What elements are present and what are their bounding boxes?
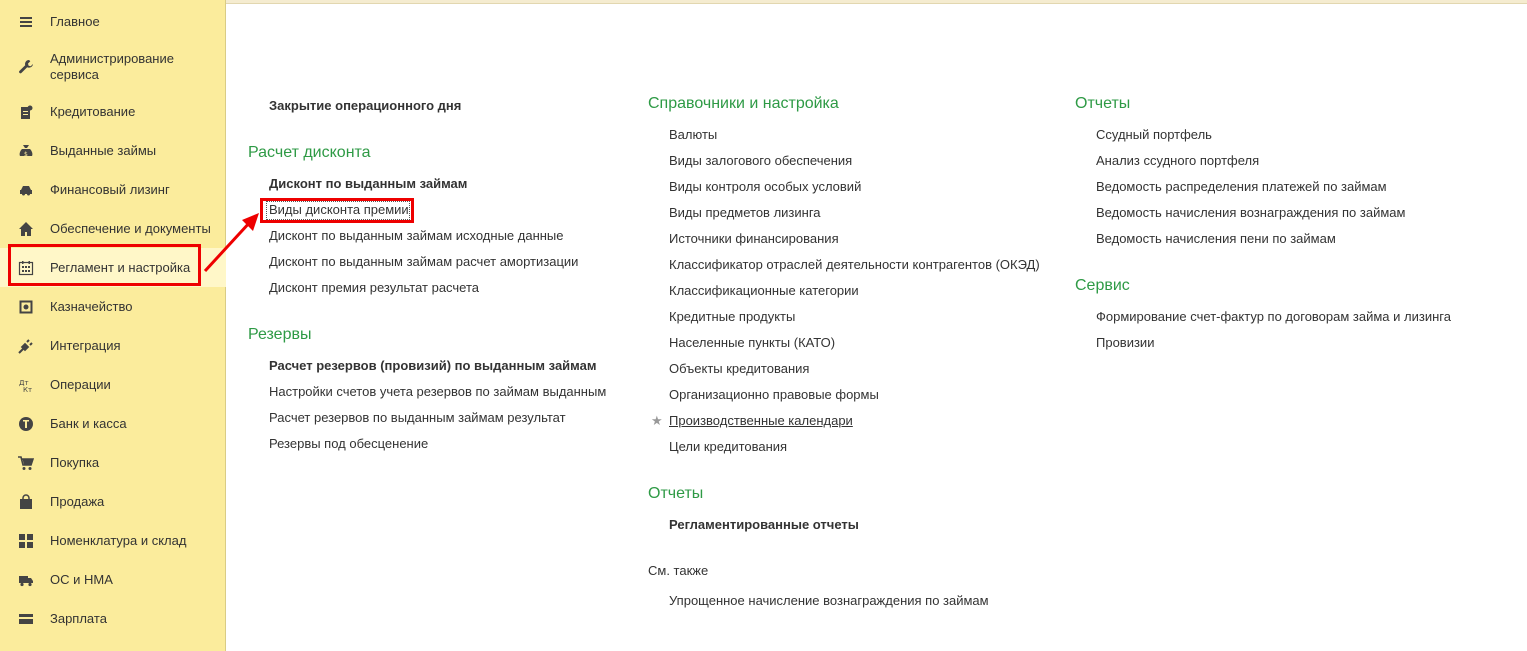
sidebar-item-label: Покупка: [50, 454, 100, 470]
see-also-label: См. также: [648, 563, 709, 578]
sidebar-item-label: Банк и касса: [50, 415, 127, 431]
impairment-reserves-link[interactable]: Резервы под обесценение: [269, 436, 429, 451]
favorite-star-icon[interactable]: ★: [651, 413, 663, 428]
annotation-arrow-icon: [195, 205, 265, 285]
sidebar-item-label: Продажа: [50, 493, 105, 509]
references-section-header: Справочники и настройка: [648, 95, 839, 112]
ref-link-production-calendars[interactable]: Производственные календари: [669, 413, 853, 428]
discount-source-data-link[interactable]: Дисконт по выданным займам исходные данные: [269, 228, 564, 243]
wrench-icon: [17, 58, 35, 76]
card-icon: [17, 610, 35, 628]
truck-icon: [17, 571, 35, 589]
coin-icon: [17, 415, 35, 433]
credit-doc-icon: [17, 103, 35, 121]
sidebar: [0, 0, 226, 651]
sidebar-item-main[interactable]: [0, 2, 226, 41]
ref-link-credit-objects[interactable]: Объекты кредитования: [669, 361, 810, 376]
sidebar-item-label: Зарплата: [50, 610, 107, 626]
ref-link-credit-purposes[interactable]: Цели кредитования: [669, 439, 788, 454]
sidebar-item-salary[interactable]: [0, 599, 226, 638]
report-link-payments-distribution[interactable]: Ведомость распределения платежей по займам: [1096, 179, 1387, 194]
car-icon: [17, 181, 35, 199]
sidebar-item-service-admin[interactable]: [0, 41, 226, 93]
discount-result-link[interactable]: Дисконт премия результат расчета: [269, 280, 480, 295]
sidebar-item-label: Финансовый лизинг: [50, 181, 170, 197]
reports-section-header-2: Отчеты: [648, 485, 704, 502]
sidebar-item-nomenclature[interactable]: [0, 521, 226, 560]
sidebar-item-crediting[interactable]: [0, 92, 226, 131]
shopping-bag-icon: [17, 493, 35, 511]
sidebar-item-operations[interactable]: [0, 365, 226, 404]
sidebar-item-label: Номенклатура и склад: [50, 532, 187, 548]
service-link-invoices[interactable]: Формирование счет-фактур по договорам займа и лизинга: [1096, 309, 1451, 324]
reserves-result-link[interactable]: Расчет резервов по выданным займам результат: [269, 410, 566, 425]
svg-text:Кт: Кт: [23, 385, 33, 393]
ref-link-legal-forms[interactable]: Организационно правовые формы: [669, 387, 879, 402]
sidebar-item-label: Выданные займы: [50, 142, 157, 158]
discount-section-header: Расчет дисконта: [248, 144, 371, 161]
house-icon: [17, 220, 35, 238]
report-link-penalty-accrual[interactable]: Ведомость начисления пени по займам: [1096, 231, 1336, 246]
sidebar-item-label: ОС и НМА: [50, 571, 113, 587]
sidebar-item-treasury[interactable]: [0, 287, 226, 326]
sidebar-item-security-docs[interactable]: [0, 209, 226, 248]
safe-icon: [17, 298, 35, 316]
svg-text:Дт: Дт: [19, 378, 29, 387]
report-link-portfolio-analysis[interactable]: Анализ ссудного портфеля: [1096, 153, 1260, 168]
service-section-header: Сервис: [1075, 277, 1130, 294]
sidebar-item-integration[interactable]: [0, 326, 226, 365]
plug-icon: [17, 337, 35, 355]
money-bag-icon: [17, 142, 35, 160]
sidebar-item-fixed-assets[interactable]: [0, 560, 226, 599]
ref-link-leasing-subjects[interactable]: Виды предметов лизинга: [669, 205, 821, 220]
sidebar-item-label: Обеспечение и документы: [50, 220, 211, 236]
grid-icon: [17, 532, 35, 550]
report-link-reward-accrual[interactable]: Ведомость начисления вознаграждения по займам: [1096, 205, 1406, 220]
reserves-accounts-settings-link[interactable]: Настройки счетов учета резервов по займам выданным: [269, 384, 607, 399]
sidebar-item-label: Кредитование: [50, 103, 136, 119]
ref-link-control-types[interactable]: Виды контроля особых условий: [669, 179, 862, 194]
reserves-section-header: Резервы: [248, 326, 312, 343]
ref-link-collateral-types[interactable]: Виды залогового обеспечения: [669, 153, 853, 168]
ref-link-oked[interactable]: Классификатор отраслей деятельности контрагентов (ОКЭД): [669, 257, 1040, 272]
sidebar-item-label: Главное: [50, 13, 100, 29]
sidebar-item-leasing[interactable]: [0, 170, 226, 209]
sidebar-item-label: Администрирование сервиса: [50, 51, 174, 82]
ref-link-credit-products[interactable]: Кредитные продукты: [669, 309, 796, 324]
menu-lines-icon: [17, 13, 35, 31]
ref-link-classification-categories[interactable]: Классификационные категории: [669, 283, 859, 298]
calendar-icon: [17, 259, 35, 277]
reserves-calc-link[interactable]: Расчет резервов (провизий) по выданным займам: [269, 358, 597, 373]
ref-link-currencies[interactable]: Валюты: [669, 127, 718, 142]
ref-link-kato[interactable]: Населенные пункты (КАТО): [669, 335, 836, 350]
simplified-accrual-link[interactable]: Упрощенное начисление вознаграждения по займам: [669, 593, 989, 608]
sidebar-item-purchase[interactable]: [0, 443, 226, 482]
sidebar-item-regulations[interactable]: [0, 248, 226, 287]
main-panel: [227, 0, 1527, 651]
cart-icon: [17, 454, 35, 472]
sidebar-item-label: Казначейство: [50, 298, 133, 314]
sidebar-item-bank-cash[interactable]: [0, 404, 226, 443]
sidebar-item-sales[interactable]: [0, 482, 226, 521]
svg-text:$: $: [24, 150, 28, 158]
dt-kt-icon: [17, 376, 35, 394]
sidebar-item-label: Регламент и настройка: [50, 259, 191, 275]
sidebar-item-label: Интеграция: [50, 337, 121, 353]
regulated-reports-link[interactable]: Регламентированные отчеты: [669, 517, 859, 532]
discount-amortization-link[interactable]: Дисконт по выданным займам расчет амортизации: [269, 254, 579, 269]
service-link-provisions[interactable]: Провизии: [1096, 335, 1155, 350]
ref-link-funding-sources[interactable]: Источники финансирования: [669, 231, 839, 246]
sidebar-item-label: Операции: [50, 376, 111, 392]
discount-types-link[interactable]: Виды дисконта премии: [269, 202, 409, 217]
sidebar-item-issued-loans[interactable]: [0, 131, 226, 170]
report-link-loan-portfolio[interactable]: Ссудный портфель: [1096, 127, 1212, 142]
reports-section-header-3: Отчеты: [1075, 95, 1131, 112]
close-day-link[interactable]: Закрытие операционного дня: [269, 98, 462, 113]
discount-loans-link[interactable]: Дисконт по выданным займам: [269, 176, 468, 191]
